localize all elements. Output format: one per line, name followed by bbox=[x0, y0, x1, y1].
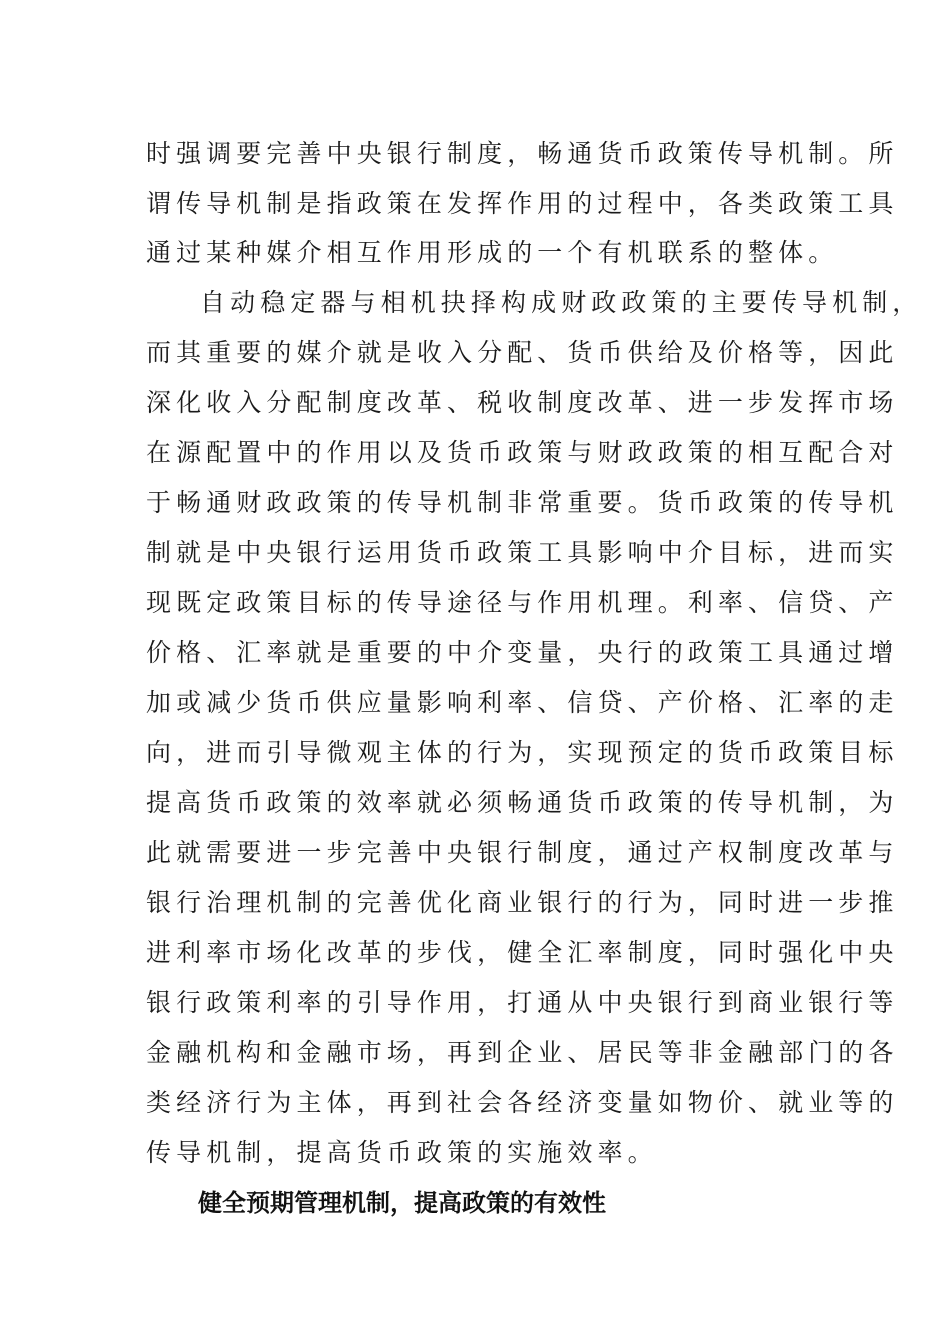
text-line: 提高货币政策的效率就必须畅通货币政策的传导机制，为 bbox=[146, 788, 899, 817]
section-heading: 健全预期管理机制，提高政策的有效性 bbox=[198, 1189, 606, 1217]
text-line: 价格、汇率就是重要的中介变量，央行的政策工具通过增 bbox=[146, 638, 899, 667]
text-line: 通过某种媒介相互作用形成的一个有机联系的整体。 bbox=[146, 238, 839, 267]
text-line: 加或减少货币供应量影响利率、信贷、产价格、汇率的走 bbox=[146, 688, 899, 717]
text-line: 银行治理机制的完善优化商业银行的行为，同时进一步推 bbox=[146, 888, 899, 917]
text-line: 传导机制，提高货币政策的实施效率。 bbox=[146, 1138, 658, 1167]
text-line: 时强调要完善中央银行制度，畅通货币政策传导机制。所 bbox=[146, 139, 899, 168]
text-line: 制就是中央银行运用货币政策工具影响中介目标，进而实 bbox=[146, 538, 899, 567]
text-line: 于畅通财政政策的传导机制非常重要。货币政策的传导机 bbox=[146, 488, 899, 517]
text-line: 而其重要的媒介就是收入分配、货币供给及价格等，因此 bbox=[146, 338, 899, 367]
text-line: 类经济行为主体，再到社会各经济变量如物价、就业等的 bbox=[146, 1088, 899, 1117]
text-line: 此就需要进一步完善中央银行制度，通过产权制度改革与 bbox=[146, 838, 899, 867]
paragraph-start-line: 自动稳定器与相机抉择构成财政政策的主要传导机制， bbox=[200, 288, 923, 317]
text-line: 深化收入分配制度改革、税收制度改革、进一步发挥市场 bbox=[146, 388, 899, 417]
text-line: 向，进而引导微观主体的行为，实现预定的货币政策目标 bbox=[146, 738, 899, 767]
text-line: 进利率市场化改革的步伐，健全汇率制度，同时强化中央 bbox=[146, 938, 899, 967]
text-line: 金融机构和金融市场，再到企业、居民等非金融部门的各 bbox=[146, 1038, 899, 1067]
text-line: 银行政策利率的引导作用，打通从中央银行到商业银行等 bbox=[146, 988, 899, 1017]
text-line: 在源配置中的作用以及货币政策与财政政策的相互配合对 bbox=[146, 438, 899, 467]
text-line: 谓传导机制是指政策在发挥作用的过程中，各类政策工具 bbox=[146, 189, 899, 218]
text-line: 现既定政策目标的传导途径与作用机理。利率、信贷、产 bbox=[146, 588, 899, 617]
